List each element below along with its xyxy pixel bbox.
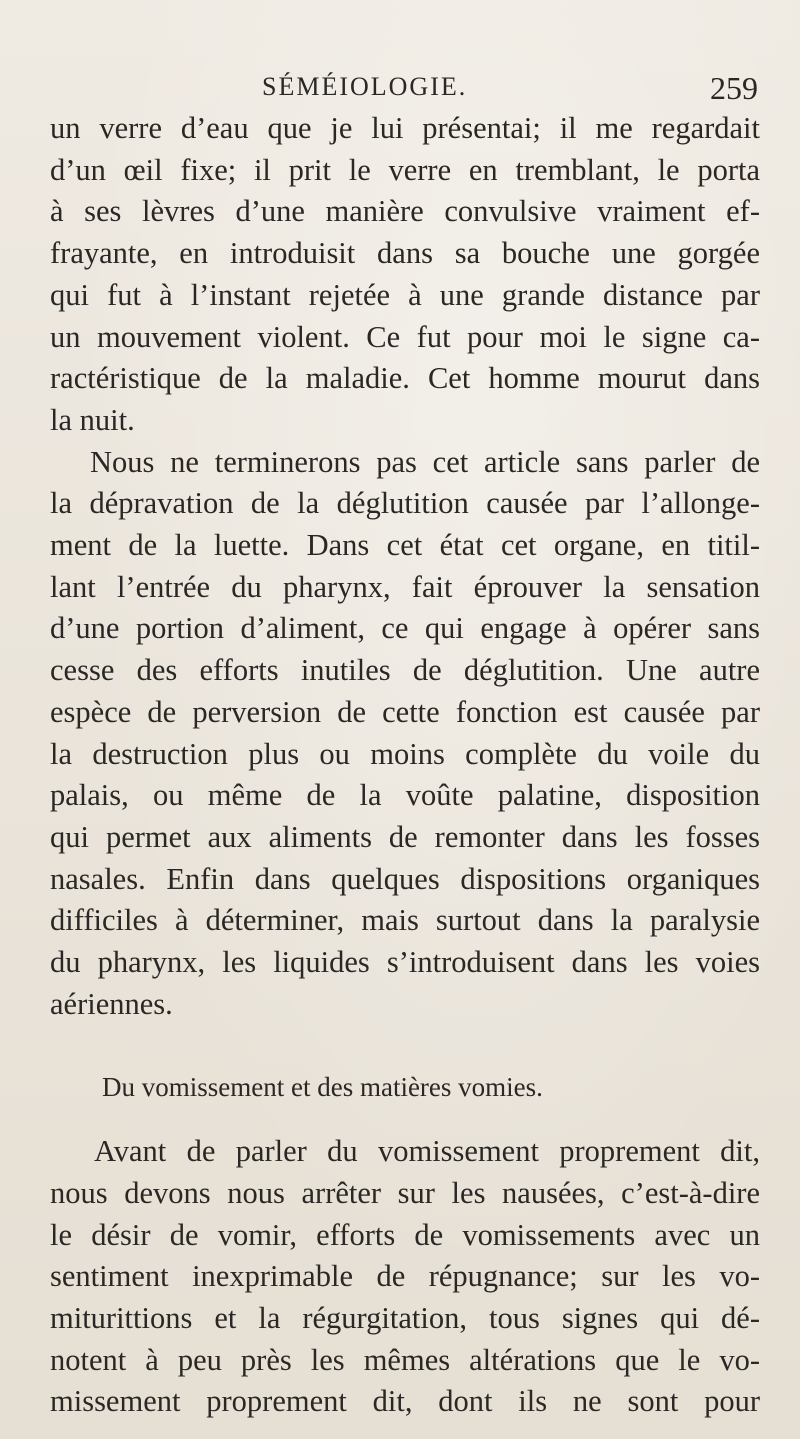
text-line: à ses lèvres d’une manière convulsive vraiment ef-: [50, 194, 760, 229]
text-line: du pharynx, les liquides s’introduisent dans les voies: [50, 945, 760, 980]
text-line: sentiment inexprimable de répugnance; sur les vo-: [50, 1259, 760, 1294]
text-line: nous devons nous arrêter sur les nausées, c’est-à-dire: [50, 1175, 760, 1210]
section-heading: Du vomissement et des matières vomies.: [102, 1072, 543, 1103]
text-line: cesse des efforts inutiles de déglutition. Une autre: [50, 653, 760, 688]
text-line: ractéristique de la maladie. Cet homme mourut dans: [50, 361, 760, 396]
text-line: ment de la luette. Dans cet état cet organe, en titil-: [50, 528, 760, 563]
text-line: difficiles à déterminer, mais surtout dans la paralysie: [50, 903, 760, 938]
text-line: notent à peu près les mêmes altérations que le vo-: [50, 1342, 760, 1377]
text-line: frayante, en introduisit dans sa bouche une gorgée: [50, 236, 760, 271]
text-line: qui permet aux aliments de remonter dans les fosses: [50, 819, 760, 854]
paragraph-deglutition: [50, 442, 760, 1026]
text-line: d’une portion d’aliment, ce qui engage à opérer sans: [50, 611, 760, 646]
text-line: missement proprement dit, dont ils ne sont pour: [50, 1384, 760, 1419]
text-line: qui fut à l’instant rejetée à une grande distance par: [50, 277, 760, 312]
paragraph-vomiting: [50, 1131, 760, 1423]
text-line: Nous ne terminerons pas cet article sans parler de: [90, 444, 760, 479]
text-line: aériennes.: [50, 986, 173, 1021]
paragraph-hydrophobia-case: [50, 108, 760, 442]
text-line: un verre d’eau que je lui présentai; il me regardait: [50, 111, 760, 145]
text-line: la dépravation de la déglutition causée par l’allonge-: [50, 486, 760, 521]
page-number: 259: [710, 70, 758, 106]
text-line: un mouvement violent. Ce fut pour moi le signe ca-: [50, 319, 760, 354]
body-text: [50, 108, 760, 1423]
text-line: palais, ou même de la voûte palatine, disposition: [50, 778, 760, 813]
text-line: lant l’entrée du pharynx, fait éprouver la sensation: [50, 569, 760, 604]
page-header: [0, 72, 800, 112]
text-line: d’un œil fixe; il prit le verre en tremblant, le porta: [50, 152, 760, 187]
running-title: SÉMÉIOLOGIE.: [262, 72, 468, 101]
text-line: nasales. Enfin dans quelques dispositions organiques: [50, 861, 760, 896]
text-line: la destruction plus ou moins complète du voile du: [50, 736, 760, 771]
text-line: miturittions et la régurgitation, tous signes qui dé-: [50, 1300, 760, 1335]
text-line: Avant de parler du vomissement proprement dit,: [94, 1134, 760, 1169]
text-line: le désir de vomir, efforts de vomissements avec un: [50, 1217, 760, 1252]
text-line: espèce de perversion de cette fonction est causée par: [50, 694, 760, 729]
text-line: la nuit.: [50, 402, 135, 437]
